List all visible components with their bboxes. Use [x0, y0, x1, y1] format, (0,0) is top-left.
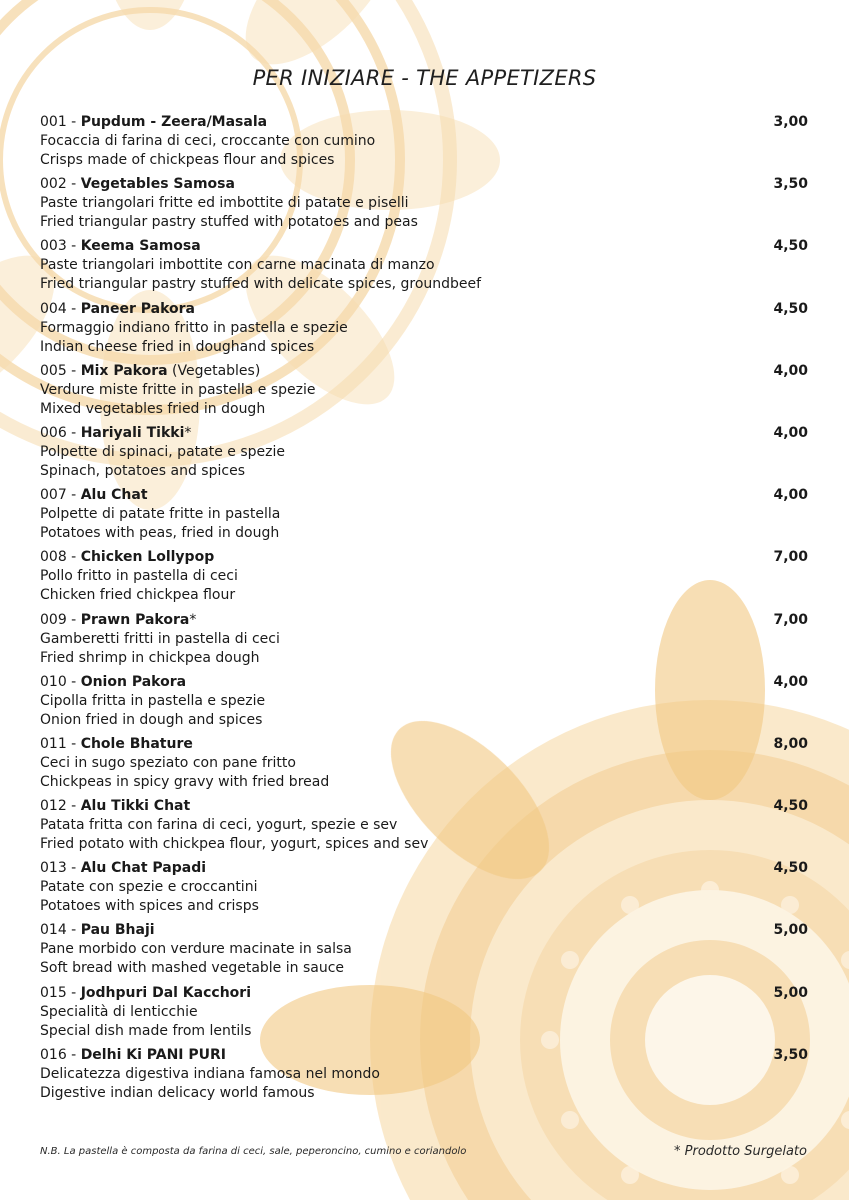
item-name: Alu Chat Papadi — [80, 860, 207, 877]
item-price: 4,50 — [773, 300, 808, 317]
item-number: 004 — [40, 300, 67, 317]
item-number: 009 — [40, 611, 67, 628]
menu-item-header: 006 - Hariyali Tikki* — [40, 424, 192, 441]
item-price: 7,00 — [773, 549, 808, 566]
item-name: Delhi Ki PANI PURI — [80, 1046, 226, 1063]
item-price: 3,50 — [773, 1046, 808, 1063]
item-description-en: Special dish made from lentils — [40, 1022, 252, 1039]
item-name: Alu Tikki Chat — [80, 798, 191, 815]
item-extra: (Vegetables) — [167, 362, 261, 379]
item-number: 015 — [40, 984, 67, 1001]
item-number: 003 — [40, 238, 67, 255]
item-price: 4,50 — [773, 238, 808, 255]
item-description-it: Pollo fritto in pastella di ceci — [40, 568, 238, 585]
item-name: Pau Bhaji — [80, 922, 155, 939]
item-description-en: Onion fried in dough and spices — [40, 711, 263, 728]
item-description-en: Fried potato with chickpea flour, yogurt, spices and sev — [40, 836, 429, 853]
item-description-it: Gamberetti fritti in pastella di ceci — [40, 630, 280, 647]
item-number: 002 — [40, 176, 67, 193]
menu-item-header: 004 - Paneer Pakora — [40, 300, 195, 317]
menu-item-header: 003 - Keema Samosa — [40, 238, 201, 255]
item-number: 012 — [40, 798, 67, 815]
menu-item — [40, 486, 810, 548]
menu-item — [40, 300, 810, 362]
menu-item — [40, 984, 810, 1046]
item-price: 3,00 — [773, 114, 808, 130]
menu-item — [40, 735, 810, 797]
item-description-en: Potatoes with spices and crisps — [40, 898, 259, 915]
menu-item-header: 002 - Vegetables Samosa — [40, 176, 235, 193]
menu-item — [40, 859, 810, 921]
item-description-it: Verdure miste fritte in pastella e spezie — [40, 381, 316, 398]
item-price: 5,00 — [773, 922, 808, 939]
item-price: 4,00 — [773, 673, 808, 690]
menu-item — [40, 175, 810, 237]
item-description-en: Digestive indian delicacy world famous — [40, 1084, 315, 1101]
menu-item — [40, 1046, 810, 1108]
item-description-it: Specialità di lenticchie — [40, 1003, 198, 1020]
menu-item-header: 016 - Delhi Ki PANI PURI — [40, 1046, 226, 1063]
menu-item — [40, 548, 810, 610]
menu-item-header: 010 - Onion Pakora — [40, 673, 187, 690]
item-description-it: Ceci in sugo speziato con pane fritto — [40, 754, 296, 771]
item-description-en: Potatoes with peas, fried in dough — [40, 525, 280, 542]
item-number: 005 — [40, 362, 67, 379]
item-description-en: Mixed vegetables fried in dough — [40, 400, 266, 417]
item-description-it: Polpette di patate fritte in pastella — [40, 506, 281, 523]
item-description-it: Delicatezza digestiva indiana famosa nel mondo — [40, 1065, 380, 1082]
item-number: 001 — [40, 114, 67, 130]
item-number: 013 — [40, 860, 67, 877]
item-description-it: Patata fritta con farina di ceci, yogurt, spezie e sev — [40, 817, 398, 834]
item-description-en: Chicken fried chickpea flour — [40, 587, 236, 604]
item-name: Pupdum - Zeera/Masala — [80, 114, 268, 130]
item-price: 4,00 — [773, 362, 808, 379]
item-description-it: Patate con spezie e croccantini — [40, 879, 258, 896]
item-name: Jodhpuri Dal Kacchori — [80, 984, 251, 1001]
item-name: Mix Pakora — [80, 362, 168, 379]
item-extra: * — [184, 424, 192, 441]
item-name: Alu Chat — [80, 487, 148, 504]
item-description-en: Indian cheese fried in doughand spices — [40, 338, 315, 355]
item-description-it: Cipolla fritta in pastella e spezie — [40, 692, 266, 709]
menu-item — [40, 113, 810, 175]
menu-item — [40, 237, 810, 299]
item-name: Onion Pakora — [80, 673, 187, 690]
item-number: 008 — [40, 549, 67, 566]
item-extra: * — [189, 611, 197, 628]
menu-item — [40, 362, 810, 424]
menu-item-header: 015 - Jodhpuri Dal Kacchori — [40, 984, 251, 1001]
item-name: Chole Bhature — [80, 735, 193, 752]
menu-item-header: 008 - Chicken Lollypop — [40, 549, 215, 566]
item-price: 7,00 — [773, 611, 808, 628]
menu-item — [40, 611, 810, 673]
item-name: Chicken Lollypop — [80, 549, 215, 566]
menu-item-header: 005 - Mix Pakora (Vegetables) — [40, 362, 261, 379]
item-description-it: Paste triangolari imbottite con carne macinata di manzo — [40, 257, 435, 274]
item-price: 3,50 — [773, 176, 808, 193]
frozen-product-note: * Prodotto Surgelato — [674, 1144, 807, 1159]
item-name: Prawn Pakora — [80, 611, 190, 628]
menu-item — [40, 424, 810, 486]
batter-footnote: N.B. La pastella è composta da farina di ceci, sale, peperoncino, cumino e coriandolo — [40, 1146, 467, 1157]
menu-item — [40, 673, 810, 735]
item-number: 016 — [40, 1046, 67, 1063]
menu-item-header: 001 - Pupdum - Zeera/Masala — [40, 114, 268, 130]
item-description-en: Spinach, potatoes and spices — [40, 462, 245, 479]
section-title: PER INIZIARE - THE APPETIZERS — [252, 66, 597, 90]
item-description-it: Paste triangolari fritte ed imbottite di patate e piselli — [40, 195, 409, 212]
item-description-en: Chickpeas in spicy gravy with fried bread — [40, 773, 330, 790]
menu-item-header: 009 - Prawn Pakora* — [40, 611, 197, 628]
item-description-en: Crisps made of chickpeas flour and spices — [40, 152, 335, 168]
item-name: Paneer Pakora — [80, 300, 195, 317]
menu-item — [40, 797, 810, 859]
item-price: 4,00 — [773, 487, 808, 504]
menu-item-header: 011 - Chole Bhature — [40, 735, 193, 752]
appetizer-list — [40, 113, 810, 1108]
item-number: 007 — [40, 487, 67, 504]
menu-item-header: 013 - Alu Chat Papadi — [40, 860, 207, 877]
item-number: 014 — [40, 922, 67, 939]
item-description-en: Soft bread with mashed vegetable in sauce — [40, 960, 345, 977]
item-description-en: Fried shrimp in chickpea dough — [40, 649, 260, 666]
menu-item-header: 012 - Alu Tikki Chat — [40, 798, 191, 815]
item-name: Hariyali Tikki — [80, 424, 185, 441]
item-price: 5,00 — [773, 984, 808, 1001]
item-price: 4,50 — [773, 860, 808, 877]
menu-item-header: 007 - Alu Chat — [40, 487, 148, 504]
item-description-it: Focaccia di farina di ceci, croccante con cumino — [40, 133, 376, 149]
item-price: 4,50 — [773, 798, 808, 815]
item-description-it: Polpette di spinaci, patate e spezie — [40, 443, 285, 460]
item-price: 8,00 — [773, 735, 808, 752]
menu-item-header: 014 - Pau Bhaji — [40, 922, 155, 939]
item-number: 011 — [40, 735, 67, 752]
item-name: Keema Samosa — [80, 238, 201, 255]
item-description-en: Fried triangular pastry stuffed with delicate spices, groundbeef — [40, 276, 482, 293]
item-price: 4,00 — [773, 424, 808, 441]
item-number: 006 — [40, 424, 67, 441]
item-description-it: Pane morbido con verdure macinate in salsa — [40, 941, 352, 958]
item-name: Vegetables Samosa — [80, 176, 235, 193]
item-number: 010 — [40, 673, 67, 690]
menu-item — [40, 921, 810, 983]
item-description-en: Fried triangular pastry stuffed with potatoes and peas — [40, 214, 418, 231]
item-description-it: Formaggio indiano fritto in pastella e spezie — [40, 319, 348, 336]
